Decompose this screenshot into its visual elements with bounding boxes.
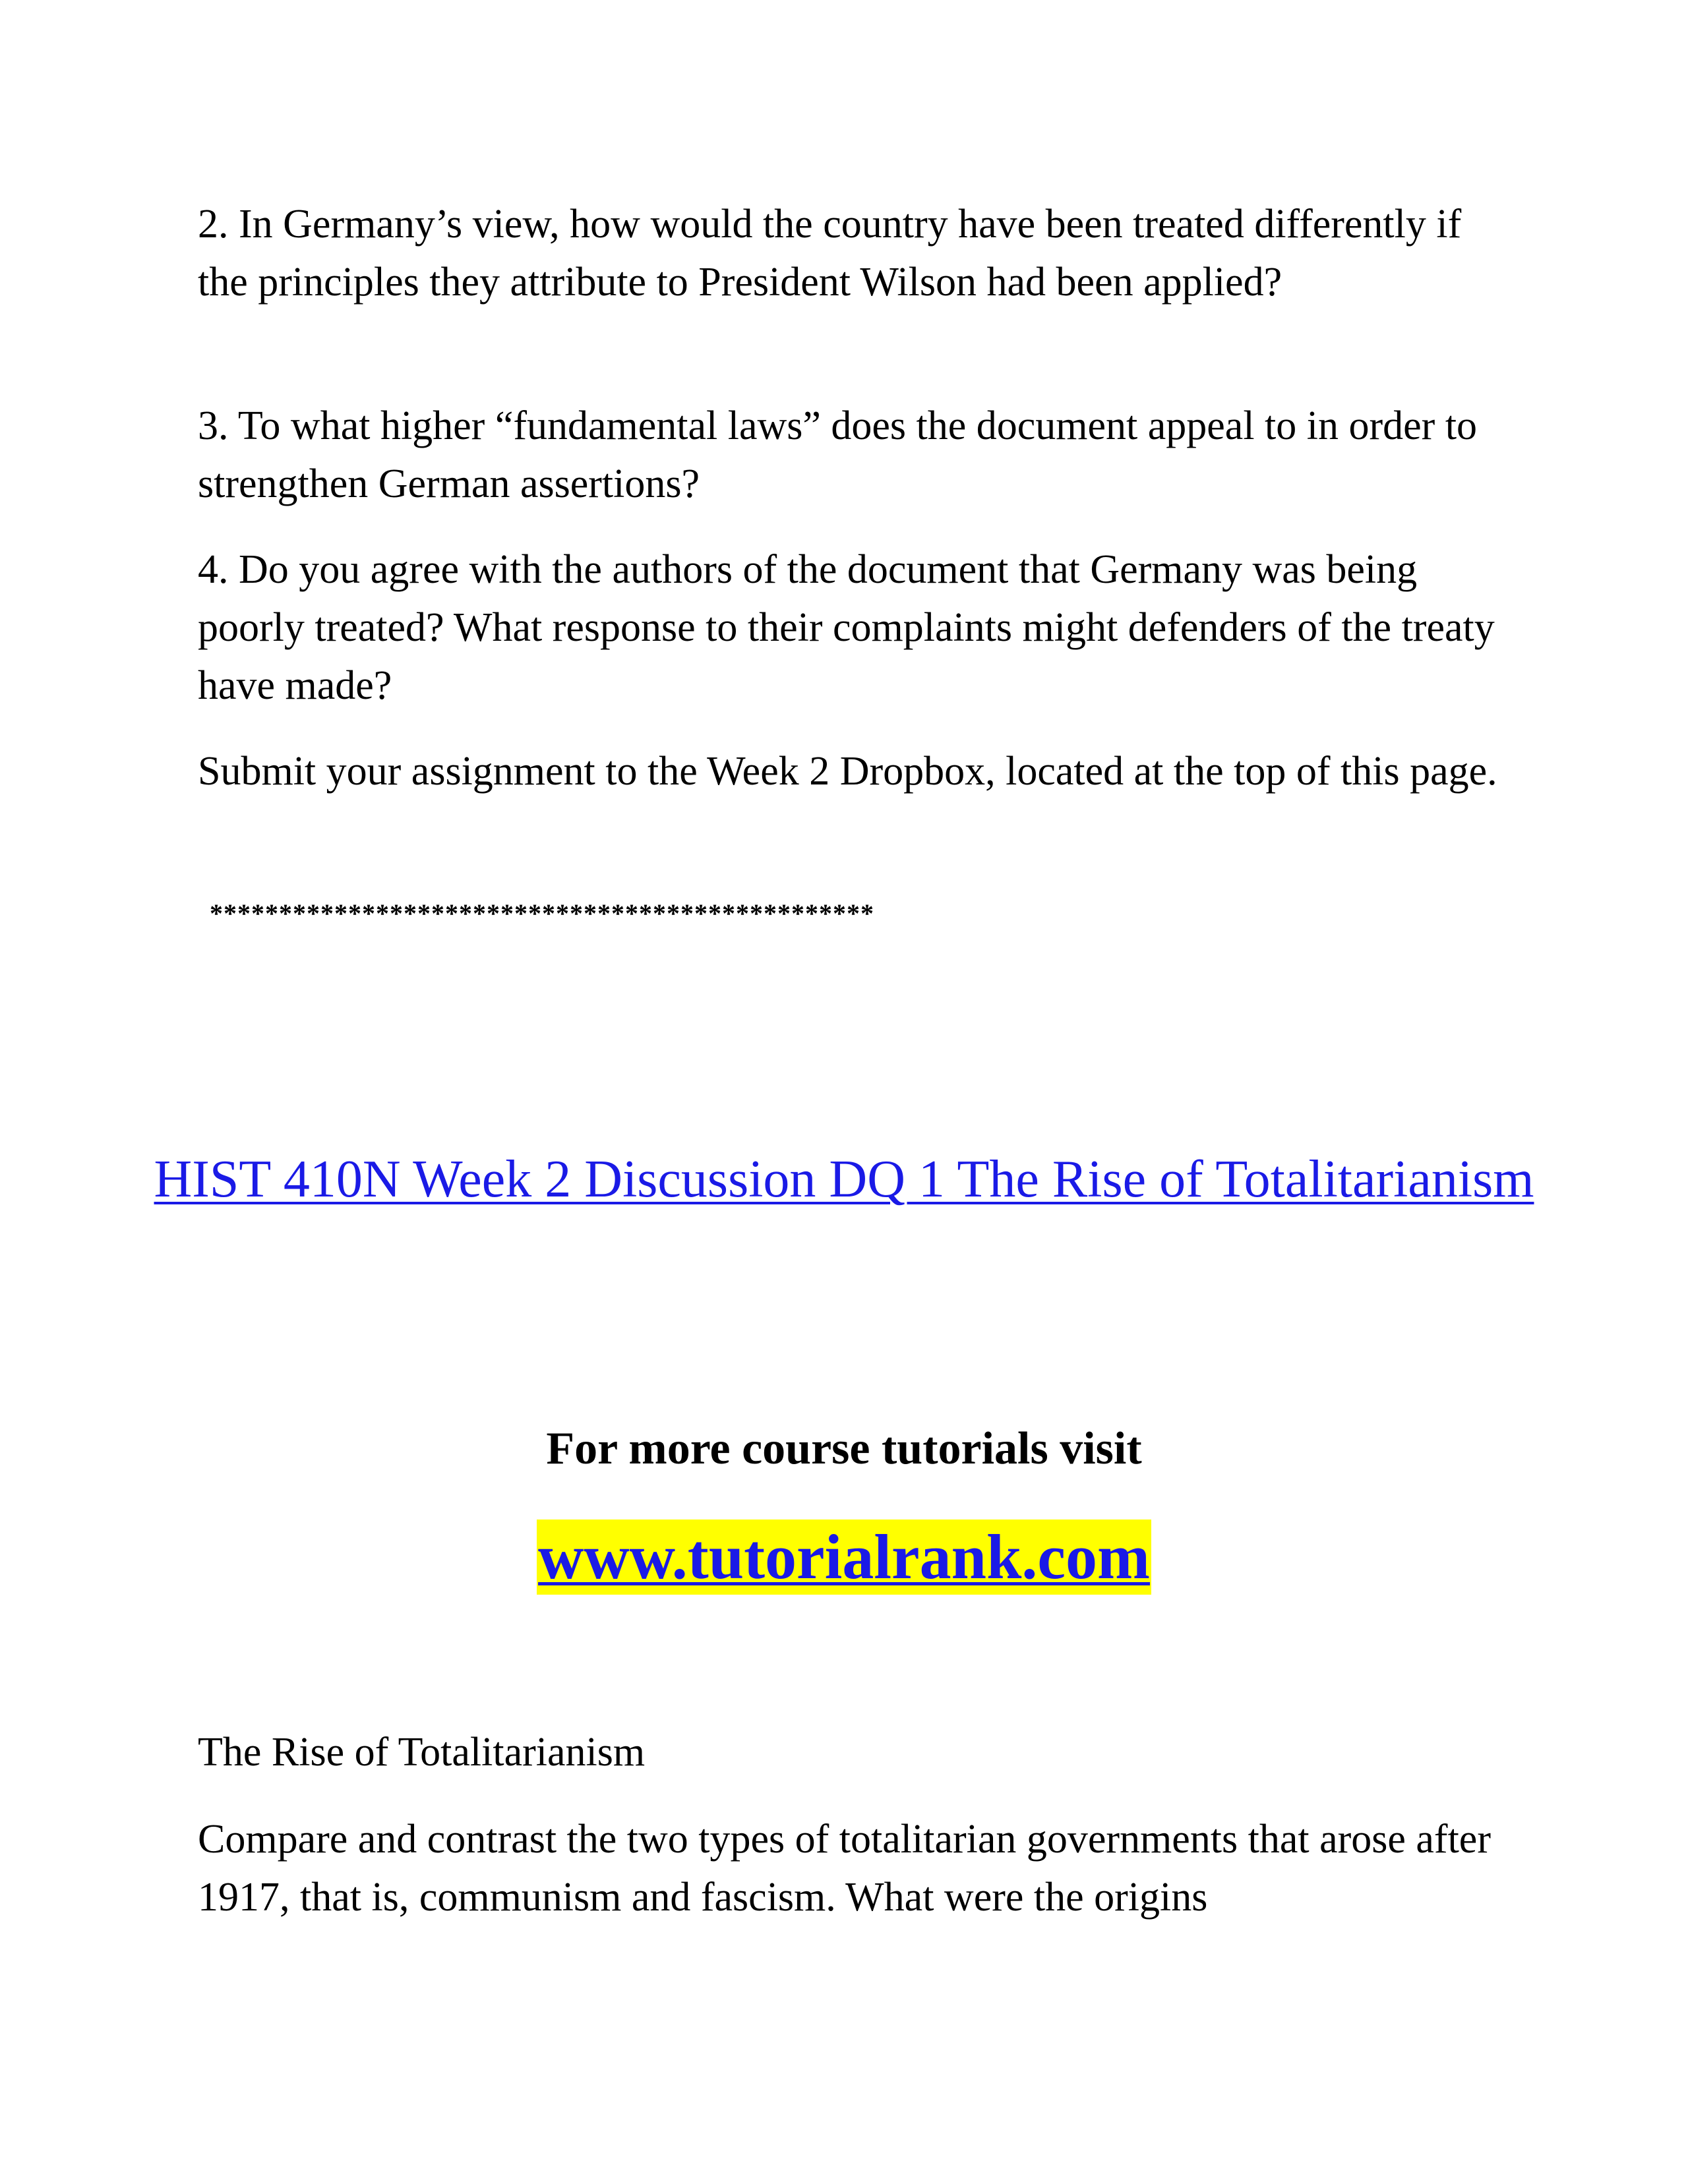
promo-visit-text: For more course tutorials visit: [546, 1423, 1142, 1474]
question-4: 4. Do you agree with the authors of the document that Germany was being poorly treated? What response to their complaints might defenders of the treaty have made?: [198, 547, 1495, 708]
question-3: 3. To what higher “fundamental laws” does the document appeal to in order to strengthen German assertions?: [198, 403, 1478, 506]
discussion-title-link[interactable]: HIST 410N Week 2 Discussion DQ 1 The Rise of Totalitarianism: [154, 1150, 1534, 1208]
section-body: Compare and contrast the two types of totalitarian governments that arose after 1917, that is, communism and fascism. What were the origins: [198, 1817, 1491, 1920]
section-heading: The Rise of Totalitarianism: [198, 1730, 646, 1775]
separator-stars: ************************************************: [210, 899, 874, 928]
discussion-title-link-wrap: [0, 1148, 1688, 1210]
promo-url-link[interactable]: www.tutorialrank.com: [537, 1520, 1151, 1595]
promo-url-wrap: [0, 1520, 1688, 1595]
submit-instructions: Submit your assignment to the Week 2 Dropbox, located at the top of this page.: [198, 749, 1497, 794]
question-2: 2. In Germany’s view, how would the country have been treated differently if the principles they attribute to President Wilson had been applied?: [198, 202, 1462, 305]
